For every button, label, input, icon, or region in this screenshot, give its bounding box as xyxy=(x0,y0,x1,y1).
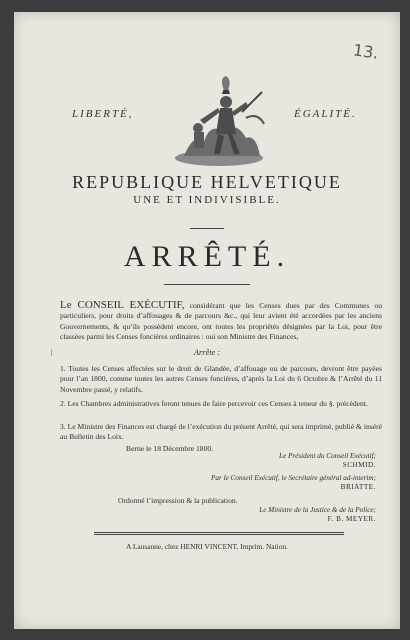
title-divider xyxy=(190,228,224,229)
margin-annotation-mark: ⁞ xyxy=(50,348,54,359)
document-title: REPUBLIQUE HELVETIQUE xyxy=(72,172,342,192)
minister-title: Le Ministre de la Justice & de la Police; xyxy=(259,506,376,514)
printer-imprint: A Lausanne, chez HENRI VINCENT, Imprim. Nation. xyxy=(126,542,288,551)
article-1: 1. Toutes les Censes affectées sur le droit de Glandée, d’affouage ou de parcours, devront être payées pour l’an 1800, comme toutes les autres Censes foncières, d’après la Loi du 6 Octobre & l’Arrêté du 11 Novembre passé, y relatifs. xyxy=(60,364,382,394)
tell-vignette-illustration xyxy=(164,72,274,170)
motto-egalite: ÉGALITÉ. xyxy=(294,108,357,120)
dateline: Berne le 18 Décembre 1800. xyxy=(126,444,214,453)
motto-liberte: LIBERTÉ, xyxy=(72,108,134,120)
article-3: 3. Le Ministre des Finances est chargé de l’exécution du présent Arrêté, qui sera imprimé, publié & inséré au Bulletin des Loix. xyxy=(60,422,382,442)
secretary-title: Par le Conseil Exécutif, le Secrétaire général ad-interim; xyxy=(211,474,376,482)
heading-divider xyxy=(164,284,250,285)
publication-order: Ordonné l’impression & la publication. xyxy=(118,496,238,505)
imprint-rule-bottom xyxy=(94,534,344,535)
folio-number: 13. xyxy=(351,40,380,63)
president-name: SCHMID. xyxy=(342,461,376,470)
preamble-lead: Le CONSEIL EXÉCUTIF, xyxy=(60,299,185,311)
preamble-text: considérant que les Censes dues par des Communes ou particuliers, pour droits d’affouages & de parcours &c., qui leur avient été accordées par les anciens Gouvernements, & qu’ils possèdent encore, ont toutes les propriétés désignées par la Loi, pour être classées parmi les Censes foncières ordinaires : oui son Ministre des Finances, xyxy=(60,301,382,342)
document-subtitle: UNE ET INDIVISIBLE. xyxy=(133,194,281,206)
document-page xyxy=(14,12,400,629)
minister-name: F. B. MEYER. xyxy=(327,515,376,524)
minister-signature xyxy=(164,506,376,524)
imprint-rule-top xyxy=(94,532,344,533)
article-2: 2. Les Chambres administratives feront tenues de faire percevoir ces Censes à teneur du §. précédent. xyxy=(60,399,368,408)
secretary-signature xyxy=(104,474,376,492)
arrete-label: Arrête : xyxy=(193,348,221,357)
president-signature xyxy=(164,452,376,470)
preamble-paragraph xyxy=(60,300,382,343)
president-title: Le Président du Conseil Exécutif; xyxy=(278,452,376,460)
arrete-heading: ARRÊTÉ. xyxy=(123,240,291,273)
secretary-name: BRIATTE. xyxy=(340,483,376,492)
